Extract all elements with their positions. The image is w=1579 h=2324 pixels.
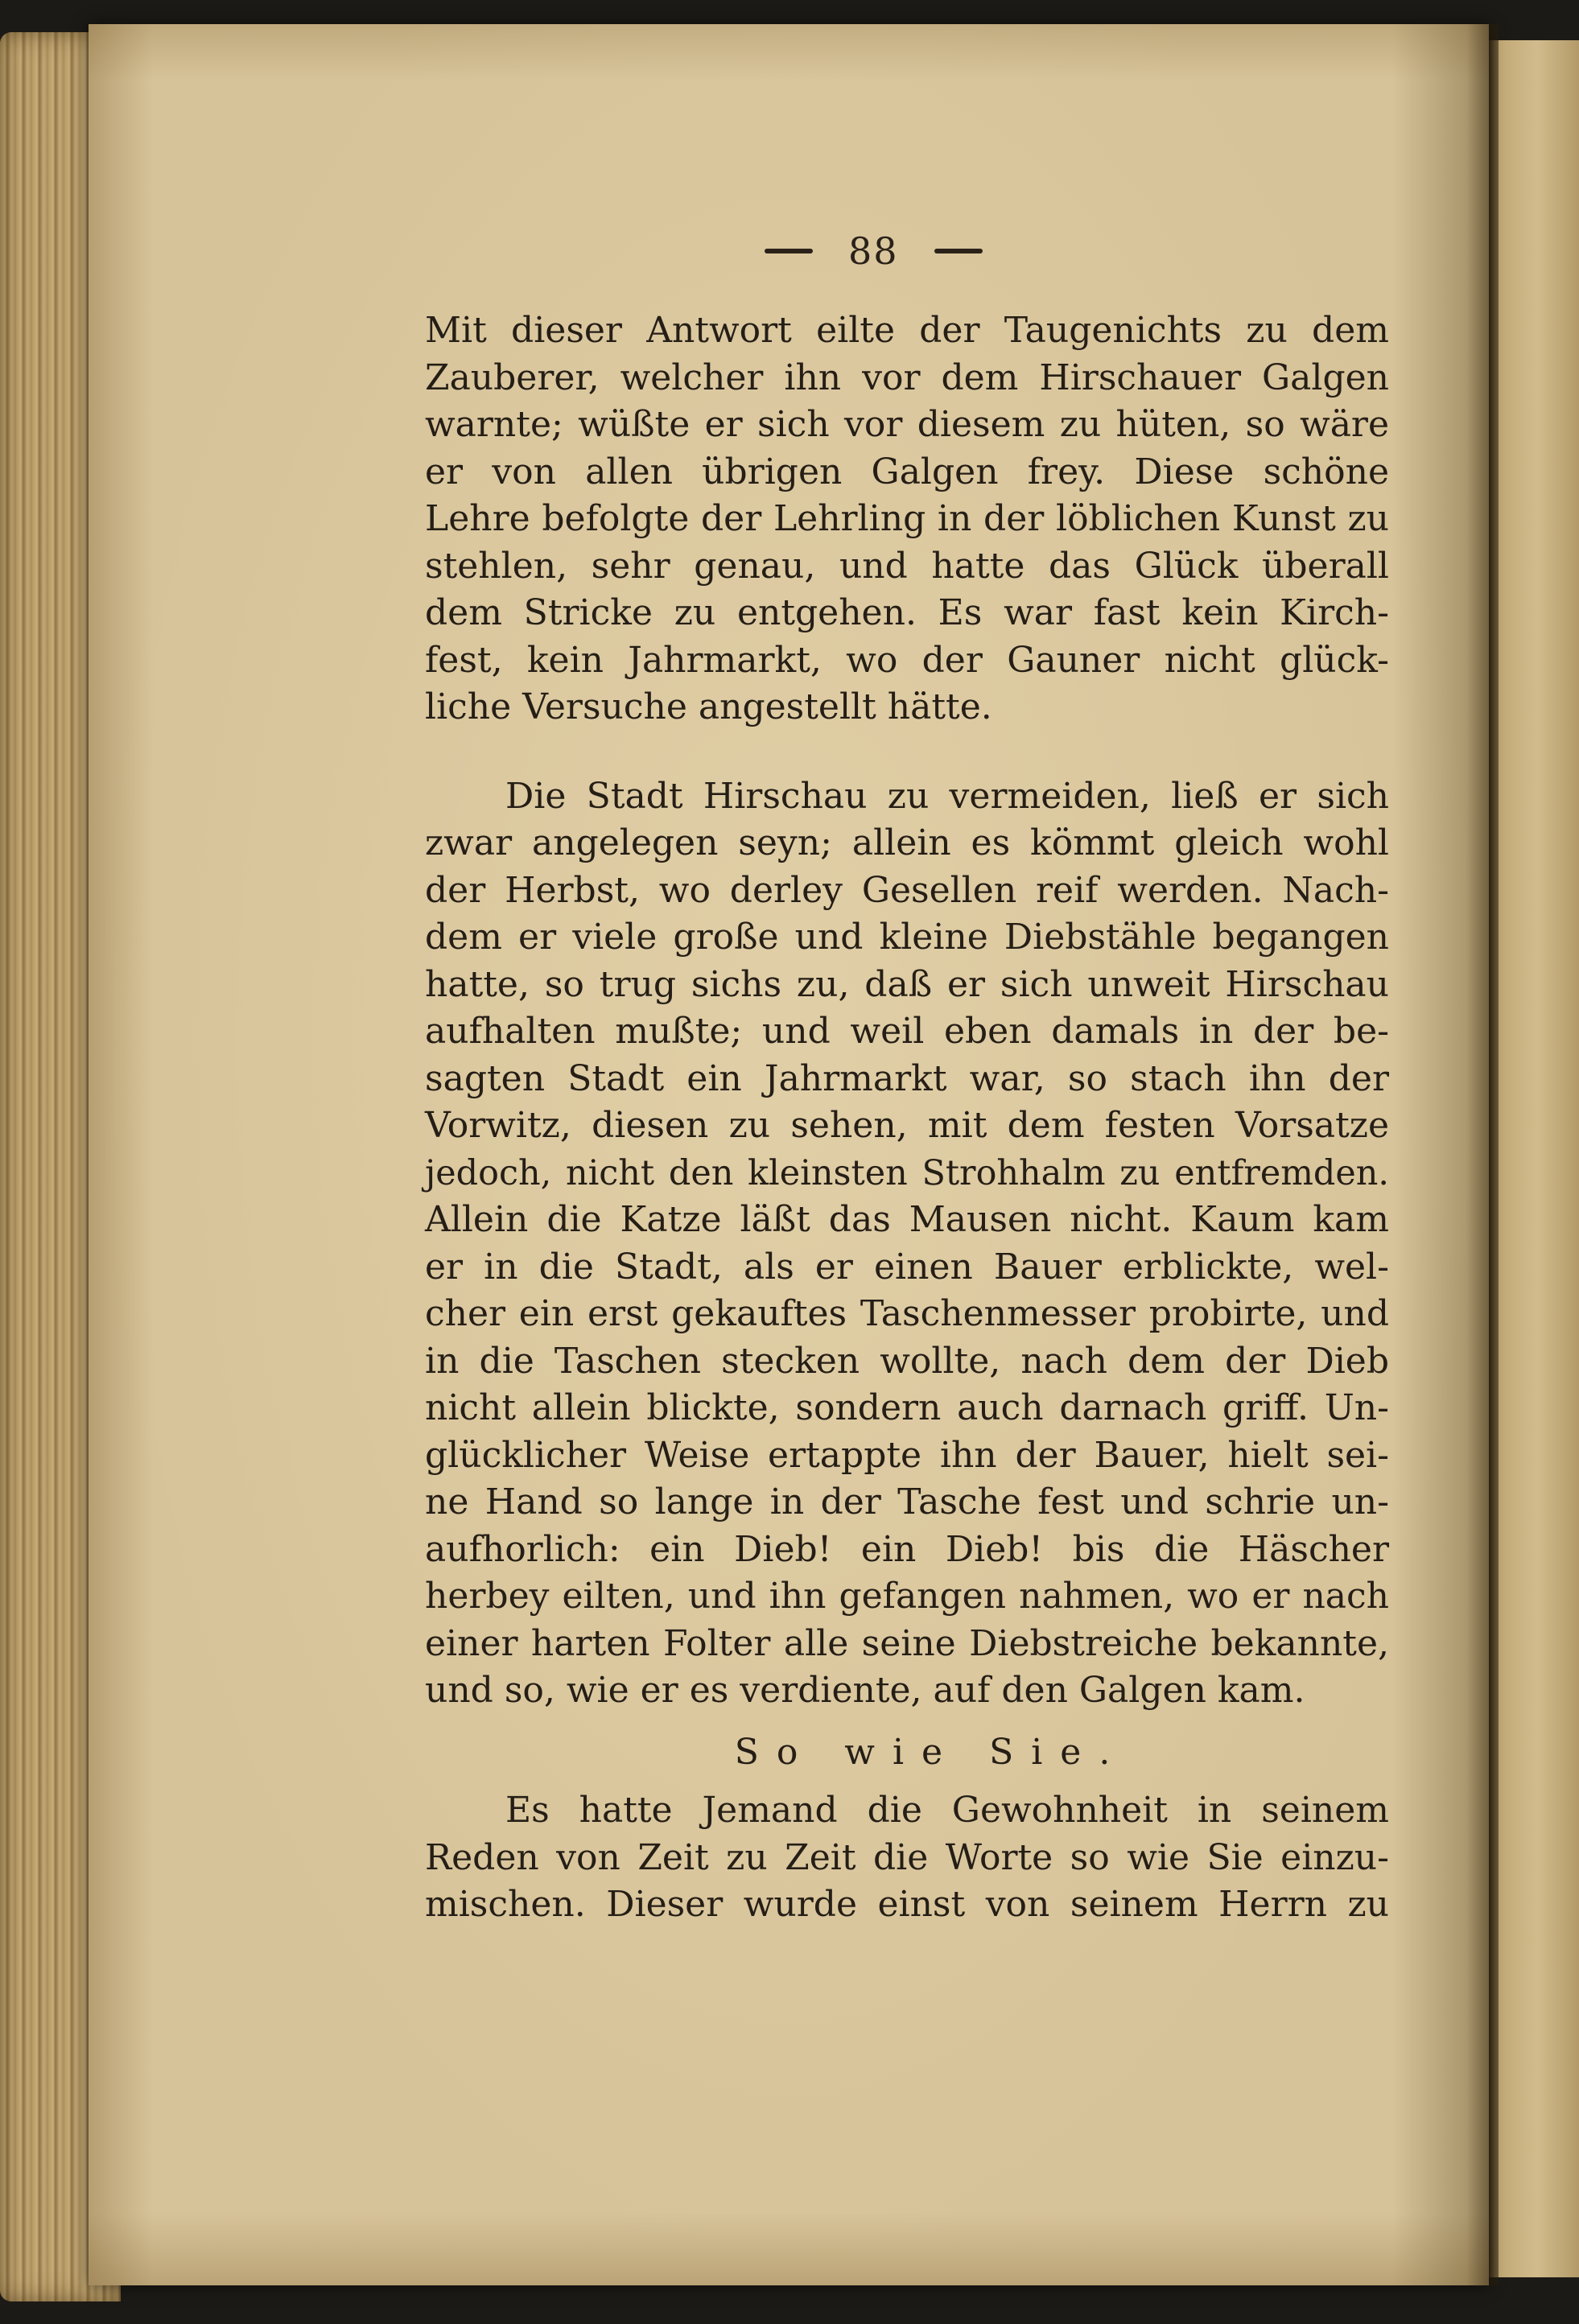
text-line: dem Stricke zu entgehen. Es war fast kein Kirch- bbox=[425, 592, 1389, 633]
text-line: fest, kein Jahrmarkt, wo der Gauner nicht glück- bbox=[425, 639, 1389, 681]
text-line: sagten Stadt ein Jahrmarkt war, so stach ihn der bbox=[425, 1057, 1389, 1099]
adjacent-page-edge bbox=[1489, 40, 1579, 2277]
text-line: Die Stadt Hirschau zu vermeiden, ließ er sich bbox=[505, 775, 1389, 817]
paragraph-2 bbox=[425, 773, 1389, 1715]
text-line: hatte, so trug sichs zu, daß er sich unweit Hirschau bbox=[425, 963, 1389, 1005]
text-line: dem er viele große und kleine Diebstähle begangen bbox=[425, 917, 1389, 958]
text-line: er in die Stadt, als er einen Bauer erblickte, wel- bbox=[425, 1246, 1389, 1288]
text-line: und so, wie er es verdiente, auf den Galgen kam. bbox=[425, 1670, 1305, 1711]
text-line: in die Taschen stecken wollte, nach dem der Dieb bbox=[425, 1340, 1389, 1382]
header-dash-right bbox=[934, 249, 983, 253]
text-line: mischen. Dieser wurde einst von seinem Herrn zu bbox=[425, 1884, 1389, 1925]
page-number: 88 bbox=[848, 229, 899, 273]
text-line: Reden von Zeit zu Zeit die Worte so wie Sie einzu- bbox=[425, 1836, 1389, 1878]
gutter-shadow bbox=[1466, 24, 1499, 2285]
paragraph-3 bbox=[425, 1787, 1389, 1929]
text-line: der Herbst, wo derley Gesellen reif werden. Nach- bbox=[425, 869, 1389, 911]
text-line: einer harten Folter alle seine Diebstreiche bekannte, bbox=[425, 1622, 1389, 1664]
text-line: zwar angelegen seyn; allein es kömmt gleich wohl bbox=[425, 822, 1389, 863]
text-line: ne Hand so lange in der Tasche fest und schrie un- bbox=[425, 1481, 1389, 1523]
text-line: Vorwitz, diesen zu sehen, mit dem festen Vorsatze bbox=[425, 1105, 1389, 1146]
text-line: herbey eilten, und ihn gefangen nahmen, wo er nach bbox=[425, 1576, 1389, 1617]
text-line: stehlen, sehr genau, und hatte das Glück überall bbox=[425, 545, 1389, 587]
text-line: cher ein erst gekauftes Taschenmesser probirte, und bbox=[425, 1293, 1389, 1334]
page-header bbox=[765, 227, 983, 275]
section-title: So wie Sie. bbox=[734, 1731, 1128, 1773]
text-line: glücklicher Weise ertappte ihn der Bauer, hielt sei- bbox=[425, 1434, 1389, 1476]
text-line: Es hatte Jemand die Gewohnheit in seinem bbox=[505, 1790, 1389, 1831]
text-line: Allein die Katze läßt das Mausen nicht. Kaum kam bbox=[425, 1199, 1389, 1240]
text-line: aufhorlich: ein Dieb! ein Dieb! bis die Häscher bbox=[425, 1528, 1389, 1570]
text-line: aufhalten mußte; und weil eben damals in der be- bbox=[425, 1011, 1389, 1052]
text-line: Lehre befolgte der Lehrling in der löblichen Kunst zu bbox=[425, 498, 1389, 539]
text-line: er von allen übrigen Galgen frey. Diese schöne bbox=[425, 451, 1389, 492]
header-dash-left bbox=[765, 249, 813, 253]
text-line: jedoch, nicht den kleinsten Strohhalm zu entfremden. bbox=[425, 1152, 1389, 1193]
page-body bbox=[425, 307, 1389, 1929]
text-line: liche Versuche angestellt hätte. bbox=[425, 686, 992, 727]
paragraph-1 bbox=[425, 307, 1389, 731]
text-line: nicht allein blickte, sondern auch darnach griff. Un- bbox=[425, 1387, 1389, 1428]
paragraph-gap bbox=[425, 731, 1389, 773]
text-line: Zauberer, welcher ihn vor dem Hirschauer Galgen bbox=[425, 356, 1389, 398]
text-line: Mit dieser Antwort eilte der Taugenichts zu dem bbox=[425, 310, 1389, 351]
text-line: warnte; wüßte er sich vor diesem zu hüten, so wäre bbox=[425, 404, 1389, 445]
